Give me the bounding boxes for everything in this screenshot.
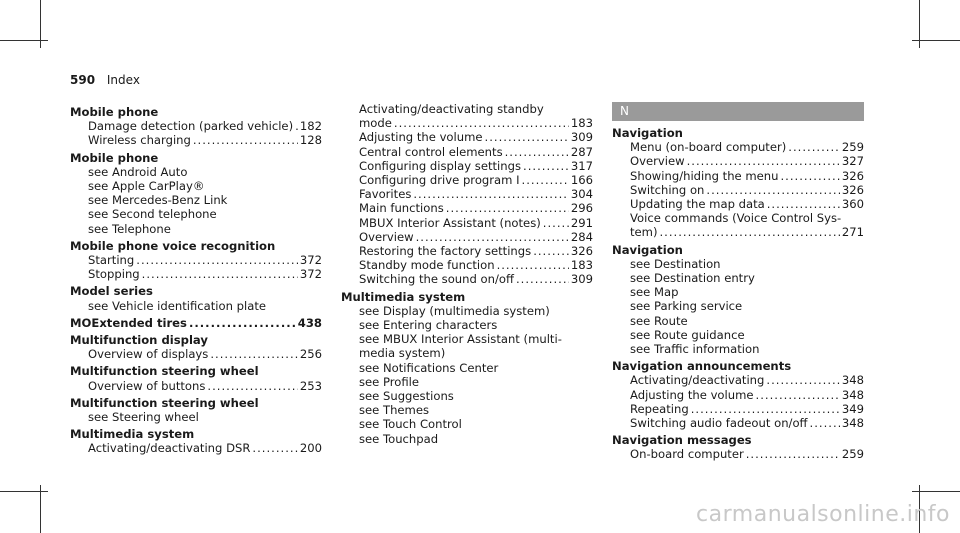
dot-leader [189, 316, 296, 330]
entry-label: Main functions [359, 201, 444, 216]
index-reference: see Notifications Center [359, 360, 499, 375]
entry-page-number: 166 [570, 173, 593, 188]
index-column-3 [612, 102, 864, 462]
index-reference: see Telephone [88, 221, 171, 236]
entry-page-number: 438 [297, 315, 322, 330]
index-heading: Multifunction steering wheel [70, 395, 259, 410]
index-entry [341, 130, 593, 144]
index-entry [70, 379, 322, 393]
index-reference: see Route [630, 313, 688, 328]
entry-label: Overview of buttons [88, 378, 206, 393]
index-entry [341, 244, 593, 258]
index-reference: see Suggestions [359, 389, 454, 404]
entry-label: Overview of displays [88, 347, 209, 362]
dot-leader [522, 173, 569, 187]
dot-leader [706, 183, 839, 197]
entry-page-number: 256 [299, 347, 322, 362]
entry-page-number: 183 [570, 116, 593, 131]
dot-leader [446, 201, 569, 215]
dot-leader [523, 159, 569, 173]
dot-leader [142, 267, 298, 281]
entry-label: Central control elements [359, 144, 503, 159]
index-reference: see Parking service [630, 299, 743, 314]
entry-label: Configuring drive program I [359, 173, 520, 188]
entry-label: Switching audio fadeout on/off [630, 416, 808, 431]
index-entry [612, 154, 864, 168]
index-entry [70, 267, 322, 281]
dot-leader [416, 230, 569, 244]
index-reference: see Destination entry [630, 271, 755, 286]
index-reference: see Apple CarPlay® [88, 179, 205, 194]
entry-page-number: 327 [841, 154, 864, 169]
watermark: carmanualsonline.info [696, 502, 950, 527]
entry-page-number: 309 [570, 130, 593, 145]
dot-leader [295, 119, 298, 133]
index-reference: see Second telephone [88, 207, 217, 222]
index-entry [341, 116, 593, 130]
dot-leader [210, 347, 298, 361]
entry-page-number: 326 [570, 244, 593, 259]
index-entry [341, 201, 593, 215]
dot-leader [505, 145, 569, 159]
entry-page-number: 200 [299, 441, 322, 456]
page-number: 590 [70, 73, 96, 87]
entry-label: tem) [630, 225, 658, 240]
entry-page-number: 372 [299, 267, 322, 282]
entry-label: Activating/deactivating [630, 373, 765, 388]
page-title: Index [106, 73, 140, 87]
dot-leader [394, 116, 569, 130]
entry-page-number: 128 [299, 133, 322, 148]
index-column-2 [341, 102, 593, 446]
index-reference: see Profile [359, 374, 420, 389]
dot-leader [766, 373, 839, 387]
dot-leader [497, 258, 569, 272]
index-reference: see Entering characters [359, 318, 498, 333]
entry-page-number: 326 [841, 168, 864, 183]
index-entry [612, 373, 864, 387]
index-entry [612, 388, 864, 402]
dot-leader [207, 379, 297, 393]
entry-page-number: 182 [299, 119, 322, 134]
index-reference: see Steering wheel [88, 410, 199, 425]
entry-page-number: 304 [570, 187, 593, 202]
index-entry [70, 253, 322, 267]
entry-label: Stopping [88, 267, 140, 282]
index-reference: see Touch Control [359, 417, 462, 432]
index-heading: Multifunction display [70, 333, 208, 348]
entry-page-number: 372 [299, 253, 322, 268]
entry-page-number: 349 [841, 401, 864, 416]
index-entry [612, 416, 864, 430]
index-entry [612, 183, 864, 197]
entry-page-number: 309 [570, 272, 593, 287]
page-header [70, 73, 140, 87]
index-entry [70, 316, 322, 330]
entry-label: Standby mode function [359, 258, 495, 273]
entry-label: Adjusting the volume [359, 130, 483, 145]
dot-leader [691, 402, 840, 416]
index-entry [612, 197, 864, 211]
index-entry [70, 119, 322, 133]
entry-page-number: 348 [841, 387, 864, 402]
entry-page-number: 284 [570, 229, 593, 244]
index-reference: see Android Auto [88, 164, 188, 179]
dot-leader [413, 187, 568, 201]
entry-label: Overview [630, 154, 685, 169]
entry-label: Damage detection (parked vehicle) [88, 119, 294, 134]
index-heading: Navigation [612, 242, 683, 257]
index-entry [70, 347, 322, 361]
dot-leader [746, 447, 840, 461]
entry-label: Switching on [630, 182, 705, 197]
entry-label: Configuring display settings [359, 158, 522, 173]
entry-page-number: 317 [570, 158, 593, 173]
dot-leader [136, 253, 298, 267]
index-entry [70, 441, 322, 455]
dot-leader [788, 140, 840, 154]
entry-label: Repeating [630, 401, 689, 416]
index-entry [341, 173, 593, 187]
entry-label: Switching the sound on/off [359, 272, 514, 287]
dot-leader [687, 154, 840, 168]
dot-leader [193, 133, 298, 147]
entry-label: Favorites [359, 187, 412, 202]
entry-page-number: 291 [570, 215, 593, 230]
index-entry [612, 225, 864, 239]
dot-leader [781, 169, 840, 183]
entry-page-number: 348 [841, 416, 864, 431]
index-entry [341, 187, 593, 201]
entry-label: Updating the map data [630, 197, 765, 212]
entry-label: Showing/hiding the menu [630, 168, 779, 183]
index-column-1 [70, 102, 322, 456]
index-entry [70, 133, 322, 147]
entry-label: MOExtended tires [70, 315, 187, 330]
index-entry [341, 272, 593, 286]
index-reference: see Map [630, 285, 679, 300]
dot-leader [810, 416, 840, 430]
index-reference: see Display (multimedia system) [359, 303, 550, 318]
index-reference: see Traffic information [630, 342, 760, 357]
entry-page-number: 326 [841, 182, 864, 197]
index-heading: Mobile phone [70, 105, 159, 119]
index-heading: Navigation announcements [612, 359, 792, 374]
entry-label: Restoring the factory settings [359, 244, 532, 259]
crop-mark [40, 0, 41, 48]
entry-label: Wireless charging [88, 133, 191, 148]
index-heading: Multifunction steering wheel [70, 364, 259, 379]
dot-leader [516, 272, 569, 286]
entry-page-number: 296 [570, 201, 593, 216]
index-reference: Voice commands (Voice Control Sys- [630, 211, 842, 226]
entry-label: Overview [359, 229, 414, 244]
index-entry [341, 216, 593, 230]
index-heading: Mobile phone [70, 150, 159, 165]
index-entry [341, 230, 593, 244]
entry-page-number: 253 [299, 378, 322, 393]
index-entry [341, 145, 593, 159]
index-heading: Navigation messages [612, 433, 752, 448]
index-reference: see Themes [359, 403, 430, 418]
index-reference: media system) [359, 346, 446, 361]
index-reference: see Vehicle identification plate [88, 298, 267, 313]
entry-page-number: 287 [570, 144, 593, 159]
index-heading: Multimedia system [70, 427, 195, 442]
dot-leader [660, 225, 840, 239]
index-entry [612, 402, 864, 416]
index-heading: Mobile phone voice recognition [70, 238, 276, 253]
dot-leader [485, 130, 569, 144]
index-reference: see Mercedes-Benz Link [88, 193, 228, 208]
entry-label: mode [359, 116, 392, 131]
entry-page-number: 360 [841, 197, 864, 212]
crop-mark [919, 0, 920, 48]
index-entry [612, 169, 864, 183]
index-reference: Activating/deactivating standby [359, 102, 544, 116]
index-heading: Model series [70, 284, 153, 299]
index-entry [341, 159, 593, 173]
dot-leader [767, 197, 840, 211]
crop-mark [40, 485, 41, 533]
index-entry [612, 447, 864, 461]
entry-label: Activating/deactivating DSR [88, 441, 251, 456]
entry-label: Menu (on-board computer) [630, 140, 787, 155]
entry-label: On-board computer [630, 447, 744, 462]
dot-leader [533, 244, 569, 258]
entry-label: Starting [88, 253, 135, 268]
index-entry [612, 140, 864, 154]
section-letter-bar: N [612, 102, 864, 121]
entry-page-number: 271 [841, 225, 864, 240]
dot-leader [756, 388, 840, 402]
index-entry [341, 258, 593, 272]
dot-leader [543, 216, 569, 230]
index-reference: see Touchpad [359, 431, 439, 446]
dot-leader [252, 441, 297, 455]
entry-page-number: 183 [570, 258, 593, 273]
entry-label: MBUX Interior Assistant (notes) [359, 215, 541, 230]
index-heading: Navigation [612, 126, 683, 140]
entry-label: Adjusting the volume [630, 387, 754, 402]
index-reference: see Route guidance [630, 327, 745, 342]
index-heading: Multimedia system [341, 289, 466, 304]
index-reference: see Destination [630, 256, 721, 271]
entry-page-number: 348 [841, 373, 864, 388]
entry-page-number: 259 [841, 140, 864, 155]
entry-page-number: 259 [841, 447, 864, 462]
index-reference: see MBUX Interior Assistant (multi- [359, 332, 562, 347]
